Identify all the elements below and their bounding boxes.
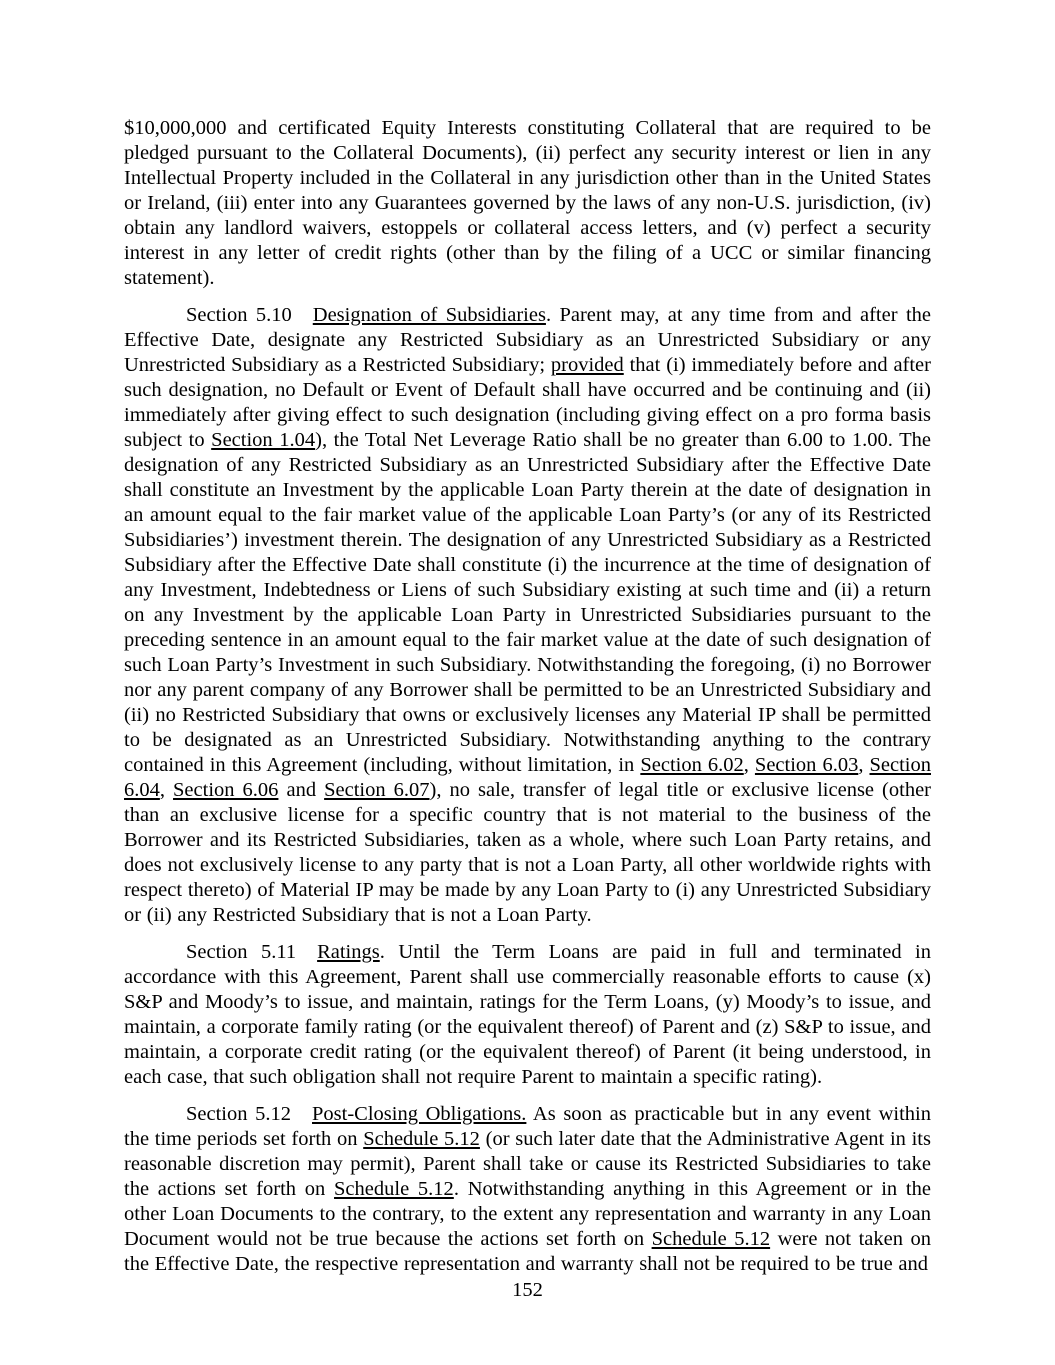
underlined-reference: Schedule 5.12 xyxy=(651,1228,771,1250)
underlined-reference: Ratings xyxy=(317,941,380,963)
underlined-reference: Section 6.03 xyxy=(754,754,859,776)
para-section-5-11 xyxy=(124,940,931,1090)
text-run: , xyxy=(743,754,755,776)
para-continuation xyxy=(124,116,931,291)
text-run: that (i) immediately before and after such designation, no Default or Event of Default shall have occurred and be continuing and (ii) immediately after giving effect to such designation (including giving effect on a pro forma basis subject to xyxy=(124,354,931,451)
underlined-reference: Schedule 5.12 xyxy=(334,1178,454,1200)
text-run: , xyxy=(858,754,870,776)
underlined-reference: Section 1.04 xyxy=(211,429,316,451)
text-run: (or such later date that the Administrative Agent in its reasonable discretion may permit), Parent shall take or cause its Restricted Subsidiaries to take the actions set forth on xyxy=(124,1128,931,1200)
para-section-5-10 xyxy=(124,303,931,928)
text-run: Section 5.12 xyxy=(186,1103,292,1125)
text-run: were not taken on the Effective Date, the respective representation and warranty shall not be required to be true and xyxy=(124,1228,931,1275)
text-run: . Parent may, at any time from and after the Effective Date, designate any Restricted Subsidiary as an Unrestricted Subsidiary or any Unrestricted Subsidiary as a Restricted Subsidiary; xyxy=(124,304,931,376)
underlined-reference: Section 6.06 xyxy=(173,779,279,801)
text-run: , xyxy=(159,779,174,801)
underlined-reference: Section 6.02 xyxy=(640,754,744,776)
text-run: . Notwithstanding anything in this Agreement or in the other Loan Documents to the contrary, to the extent any representation and warranty in any Loan Document would not be true because the actions set forth on xyxy=(124,1178,931,1250)
underlined-reference: Section 6.07 xyxy=(324,779,430,801)
text-run: ), no sale, transfer of legal title or exclusive license (other than an exclusive license for a specific country that is not material to the business of the Borrower and its Restricted Subsidiaries, taken as a whole, where such Loan Party retains, and does not exclusively license to any party that is not a Loan Party, all other worldwide rights with respect thereto) of Material IP may be made by any Loan Party to (i) any Unrestricted Subsidiary or (ii) any Restricted Subsidiary that is not a Loan Party. xyxy=(124,779,932,926)
text-run: . Until the Term Loans are paid in full and terminated in accordance with this Agreement, Parent shall use commercially reasonable efforts to cause (x) S&P and Moody’s to issue, and maintain, ratings for the Term Loans, (y) Moody’s to issue, and maintain, a corporate family rating (or the equivalent thereof) of Parent and (z) S&P to issue, and maintain, a corporate credit rating (or the equivalent thereof) of Parent (it being understood, in each case, that such obligation shall not require Parent to maintain a specific rating). xyxy=(124,941,931,1088)
underlined-reference: Designation of Subsidiaries xyxy=(312,304,546,326)
text-run: ), the Total Net Leverage Ratio shall be no greater than 6.00 to 1.00. The designation of any Restricted Subsidiary as an Unrestricted Subsidiary after the Effective Date shall constitute an Investment by the applicable Loan Party therein at the date of designation in an amount equal to the fair market value of the applicable Loan Party’s (or any of its Restricted Subsidiaries’) investment therein. The designation of any Unrestricted Subsidiary as a Restricted Subsidiary after the Effective Date shall constitute (i) the incurrence at the time of designation of any Investment, Indebtedness or Liens of such Subsidiary existing at such time and (ii) a return on any Investment by the applicable Loan Party in Unrestricted Subsidiaries pursuant to the preceding sentence in an amount equal to the fair market value at the date of such designation of such Loan Party’s Investment in such Subsidiary. Notwithstanding the foregoing, (i) no Borrower nor any parent company of any Borrower shall be permitted to be an Unrestricted Subsidiary and (ii) no Restricted Subsidiary that owns or exclusively licenses any Material IP shall be permitted to be designated as an Unrestricted Subsidiary. Notwithstanding anything to the contrary contained in this Agreement (including, without limitation, in xyxy=(124,429,931,776)
document-body xyxy=(124,116,931,1289)
para-section-5-12 xyxy=(124,1102,931,1277)
page-number: 152 xyxy=(512,1279,543,1301)
text-run: Section 5.11 xyxy=(186,941,297,963)
underlined-reference: Schedule 5.12 xyxy=(363,1128,480,1150)
text-run: As soon as practicable but in any event within the time periods set forth on xyxy=(124,1103,932,1150)
underlined-reference: Section 6.04 xyxy=(124,754,931,801)
text-run: and xyxy=(278,779,325,801)
underlined-reference: provided xyxy=(550,354,624,376)
text-run: $10,000,000 and certificated Equity Interests constituting Collateral that are required to be pledged pursuant to the Collateral Documents), (ii) perfect any security interest or lien in any Intellectual Property included in the Collateral in any jurisdiction other than in the United States or Ireland, (iii) enter into any Guarantees governed by the laws of any non-U.S. jurisdiction, (iv) obtain any landlord waivers, estoppels or collateral access letters, and (v) perfect a security interest in any letter of credit rights (other than by the filing of a UCC or similar financing statement). xyxy=(124,117,931,289)
underlined-reference: Post-Closing Obligations. xyxy=(312,1103,527,1125)
text-run: Section 5.10 xyxy=(186,304,292,326)
